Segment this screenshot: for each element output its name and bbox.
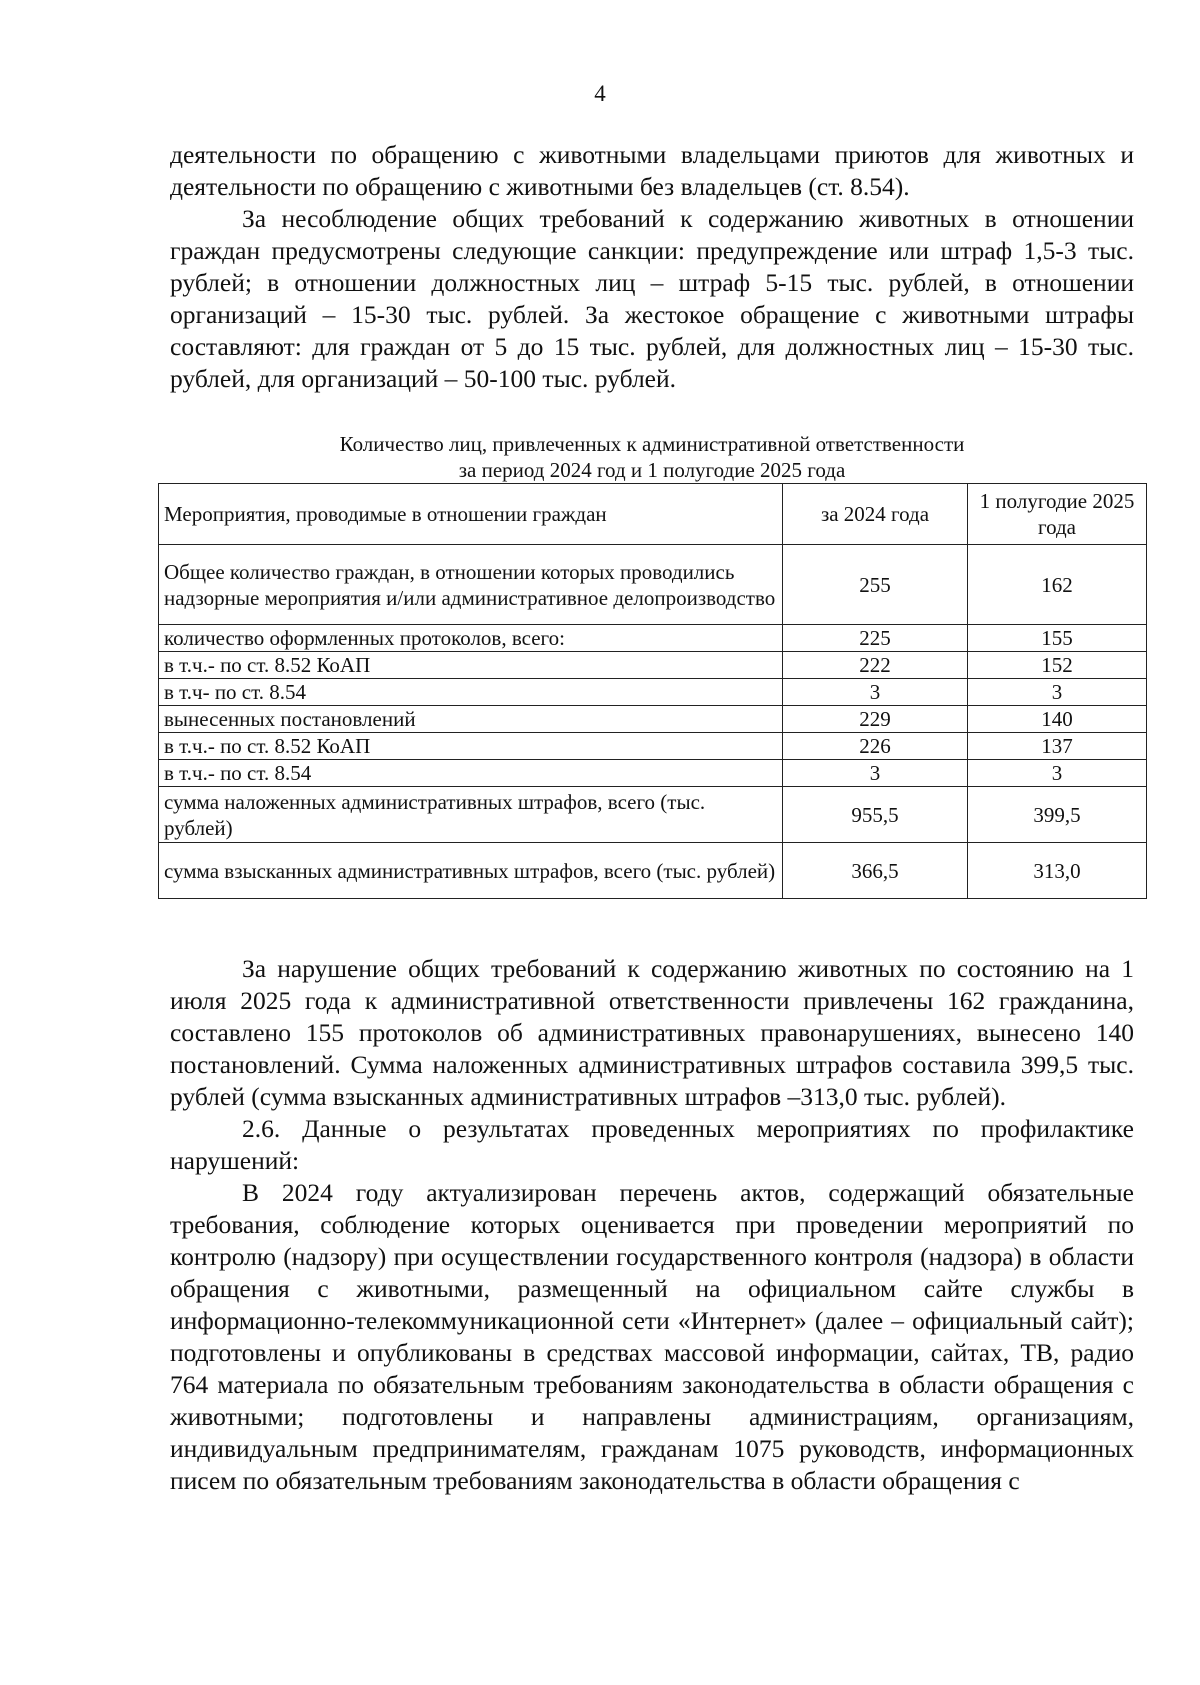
value-2024: 955,5 xyxy=(783,787,968,843)
table-row xyxy=(159,843,1147,899)
value-h1-2025: 3 xyxy=(968,679,1147,706)
value-h1-2025: 313,0 xyxy=(968,843,1147,899)
table-row xyxy=(159,545,1147,625)
row-label: сумма взысканных административных штрафов, всего (тыс. рублей) xyxy=(159,843,783,899)
paragraph-prevention: В 2024 году актуализирован перечень актов, содержащий обязательные требования, соблюдение которых оценивается при проведении мероприятий по контролю (надзору) при осуществлении государственного контроля (надзора) в области обращения с животными, размещенный на официальном сайте службы в информационно-телекоммуникационной сети «Интернет» (далее – официальный сайт); подготовлены и опубликованы в средствах массовой информации, сайтах, ТВ, радио 764 материала по обязательным требованиям законодательства в области обращения с животными; подготовлены и направлены администрациям, организациям, индивидуальным предпринимателям, гражданам 1075 руководств, информационных писем по обязательным требованиям законодательства в области обращения с xyxy=(170,1178,1134,1495)
value-2024: 255 xyxy=(783,545,968,625)
value-2024: 226 xyxy=(783,733,968,760)
row-label: Общее количество граждан, в отношении которых проводились надзорные мероприятия и/или административное делопроизводство xyxy=(159,545,783,625)
value-2024: 366,5 xyxy=(783,843,968,899)
row-label: в т.ч.- по ст. 8.52 КоАП xyxy=(159,652,783,679)
value-2024: 229 xyxy=(783,706,968,733)
column-header-2024: за 2024 года xyxy=(783,484,968,545)
value-h1-2025: 137 xyxy=(968,733,1147,760)
value-2024: 222 xyxy=(783,652,968,679)
value-h1-2025: 152 xyxy=(968,652,1147,679)
row-label: в т.ч.- по ст. 8.52 КоАП xyxy=(159,733,783,760)
value-h1-2025: 3 xyxy=(968,760,1147,787)
table-row xyxy=(159,679,1147,706)
row-label: в т.ч.- по ст. 8.54 xyxy=(159,760,783,787)
liability-table xyxy=(158,483,1147,899)
column-header-measures: Мероприятия, проводимые в отношении граждан xyxy=(159,484,783,545)
value-h1-2025: 140 xyxy=(968,706,1147,733)
table-caption xyxy=(158,431,1146,483)
value-h1-2025: 399,5 xyxy=(968,787,1147,843)
value-h1-2025: 155 xyxy=(968,625,1147,652)
table-header-row xyxy=(159,484,1147,545)
table-row xyxy=(159,706,1147,733)
page-number: 4 xyxy=(594,81,606,106)
paragraph-violations-summary: За нарушение общих требований к содержанию животных по состоянию на 1 июля 2025 года к административной ответственности привлечены 162 гражданина, составлено 155 протоколов об административных правонарушениях, вынесено 140 постановлений. Сумма наложенных административных штрафов составила 399,5 тыс. рублей (сумма взысканных административных штрафов –313,0 тыс. рублей). xyxy=(170,954,1134,1111)
table-caption-line-1: Количество лиц, привлеченных к административной ответственности xyxy=(339,432,965,456)
paragraph-continuation: деятельности по обращению с животными владельцами приютов для животных и деятельности по обращению с животными без владельцев (ст. 8.54). xyxy=(170,140,1134,201)
value-2024: 3 xyxy=(783,679,968,706)
row-label: вынесенных постановлений xyxy=(159,706,783,733)
row-label: сумма наложенных административных штрафов, всего (тыс. рублей) xyxy=(159,787,783,843)
table-row xyxy=(159,760,1147,787)
top-text-block xyxy=(170,139,1134,395)
column-header-h1-2025: 1 полугодие 2025 года xyxy=(968,484,1147,545)
row-label: количество оформленных протоколов, всего: xyxy=(159,625,783,652)
table-row xyxy=(159,787,1147,843)
value-2024: 225 xyxy=(783,625,968,652)
paragraph-section-2-6: 2.6. Данные о результатах проведенных мероприятиях по профилактике нарушений: xyxy=(170,1114,1134,1175)
bottom-text-block xyxy=(170,953,1134,1497)
paragraph-sanctions: За несоблюдение общих требований к содержанию животных в отношении граждан предусмотрены следующие санкции: предупреждение или штраф 1,5-3 тыс. рублей; в отношении должностных лиц – штраф 5-15 тыс. рублей, в отношении организаций – 15-30 тыс. рублей. За жестокое обращение с животными штрафы составляют: для граждан от 5 до 15 тыс. рублей, для должностных лиц – 15-30 тыс. рублей, для организаций – 50-100 тыс. рублей. xyxy=(170,204,1134,393)
table-row xyxy=(159,733,1147,760)
table-row xyxy=(159,652,1147,679)
table-row xyxy=(159,625,1147,652)
value-2024: 3 xyxy=(783,760,968,787)
table-caption-line-2: за период 2024 год и 1 полугодие 2025 года xyxy=(458,458,846,482)
value-h1-2025: 162 xyxy=(968,545,1147,625)
row-label: в т.ч- по ст. 8.54 xyxy=(159,679,783,706)
